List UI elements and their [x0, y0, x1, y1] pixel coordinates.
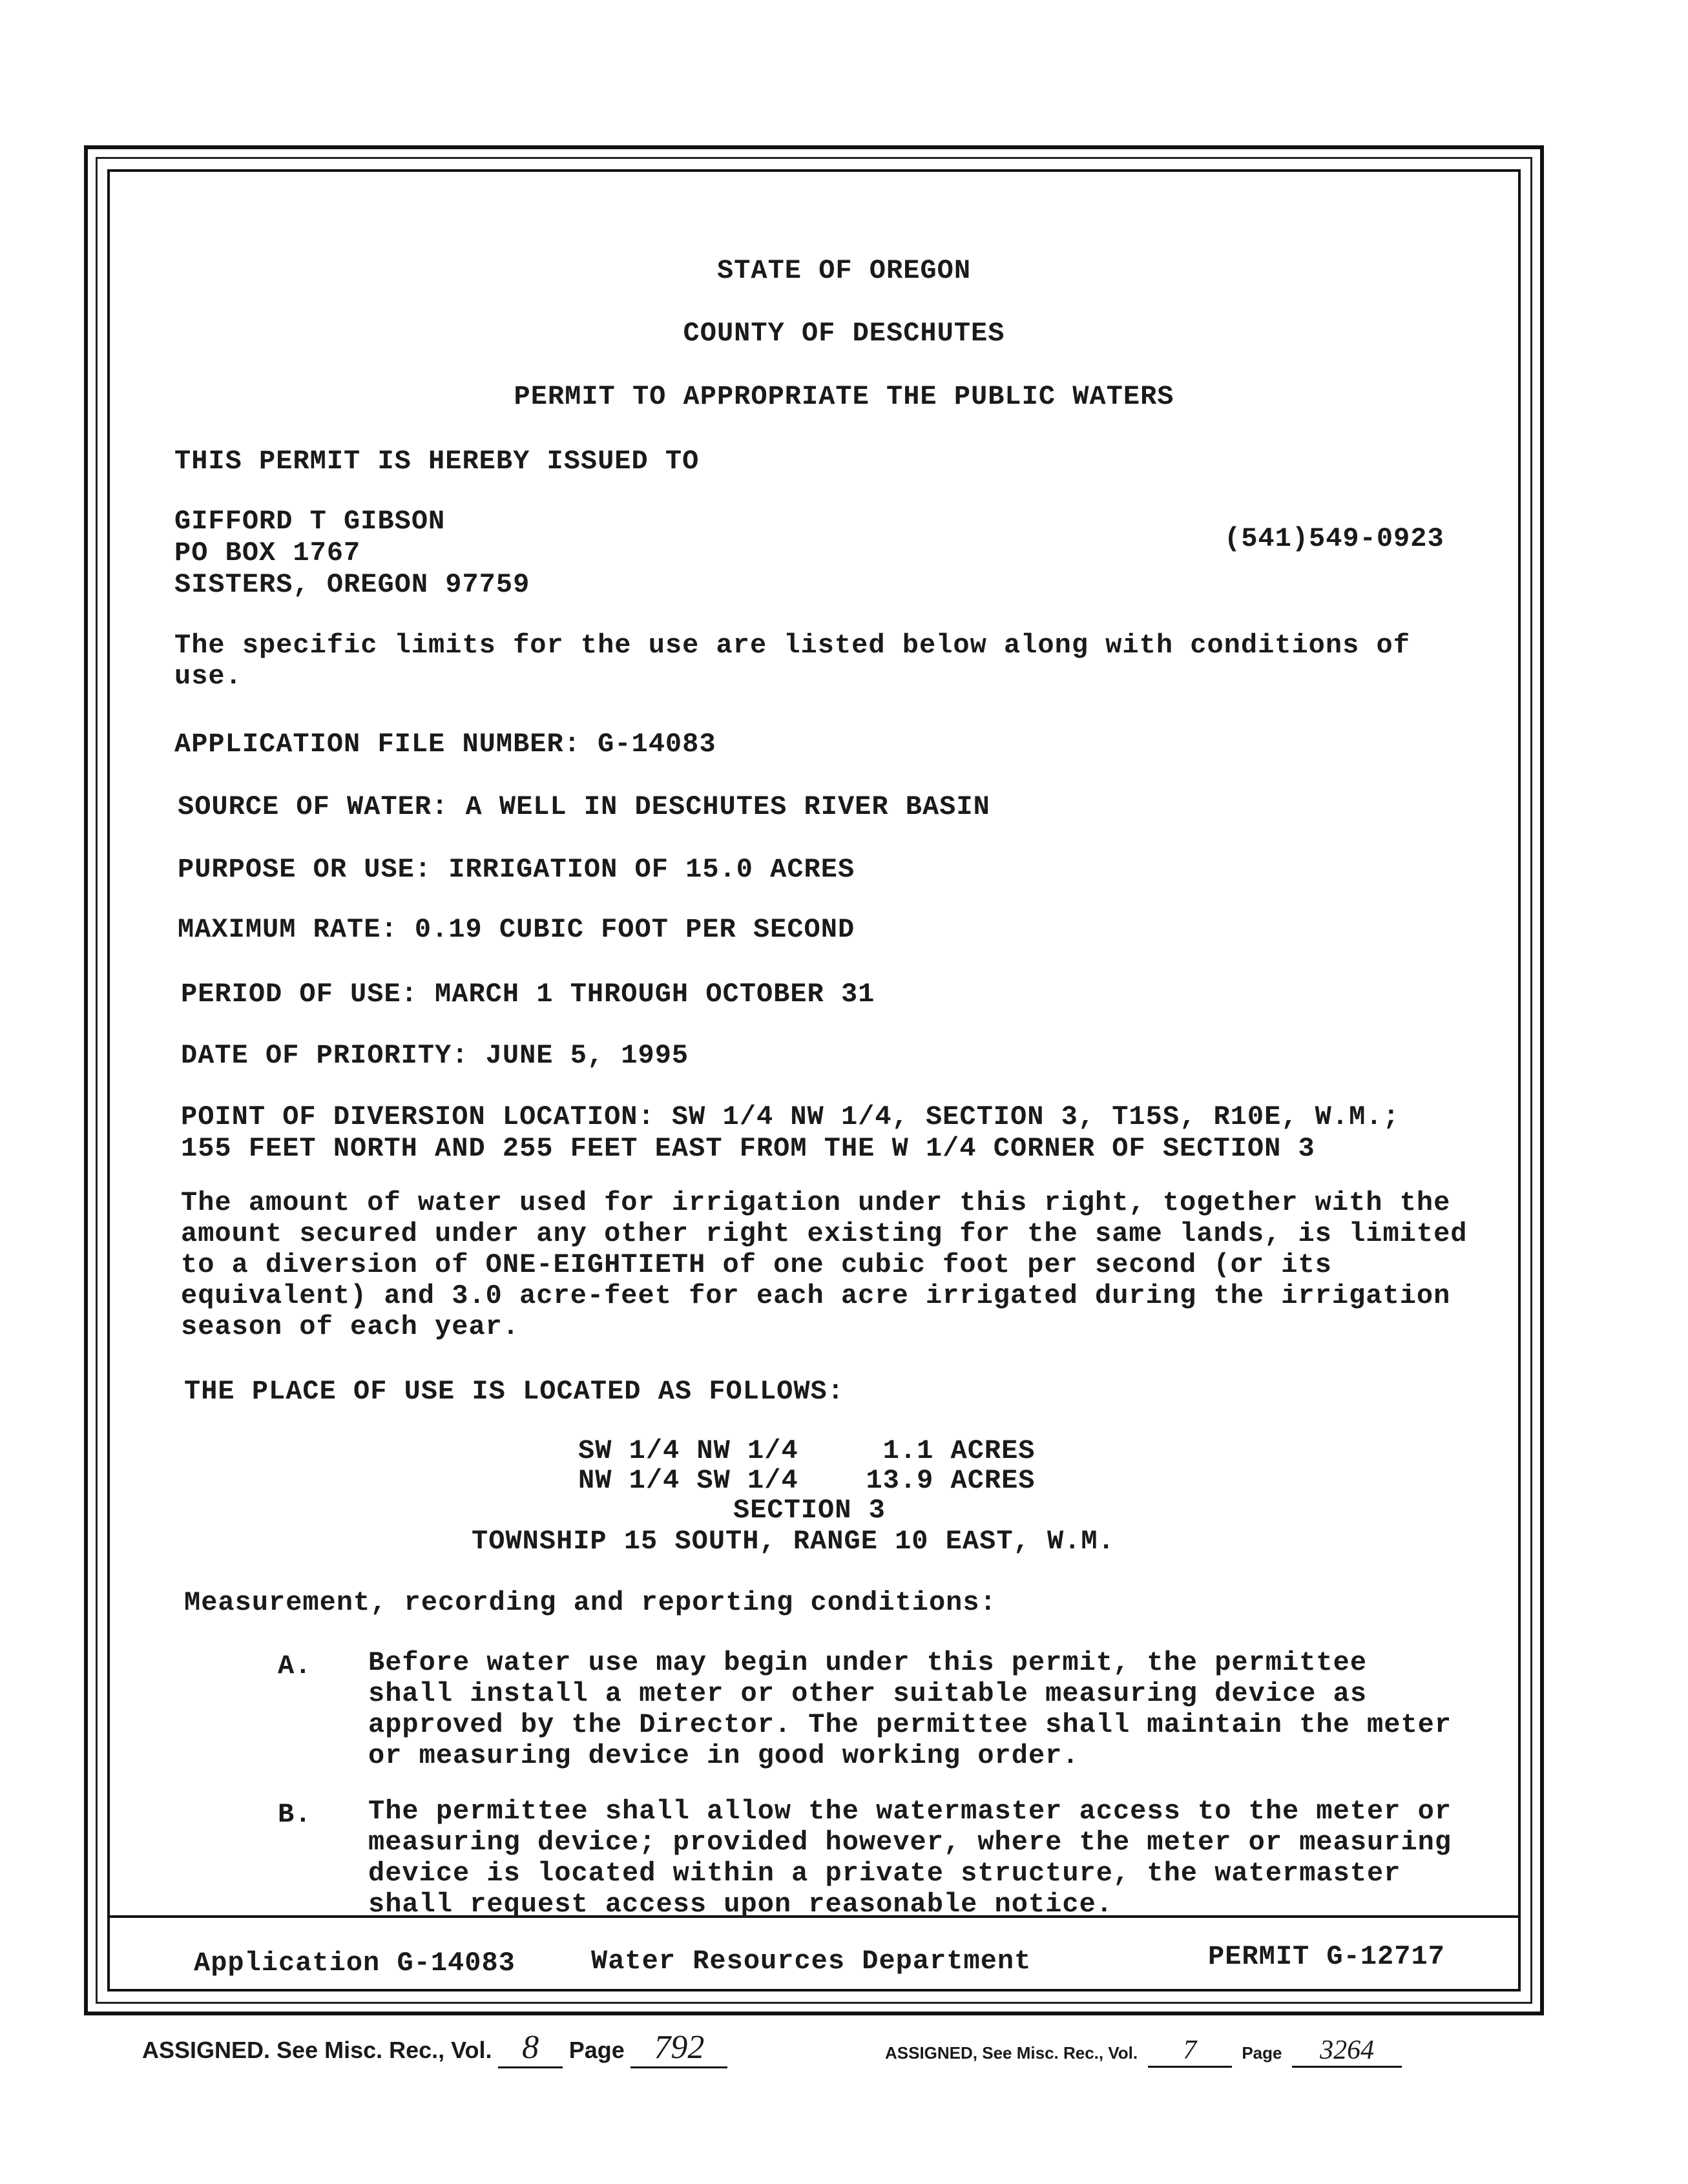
place-of-use-heading: THE PLACE OF USE IS LOCATED AS FOLLOWS:	[184, 1376, 844, 1407]
assigned-stamp-right-vol: 7	[1148, 2035, 1232, 2068]
place-of-use-line-1: SW 1/4 NW 1/4 1.1 ACRES	[578, 1435, 1036, 1466]
state-heading: STATE OF OREGON	[716, 255, 972, 286]
condition-a-label: A.	[278, 1650, 312, 1681]
period-of-use: PERIOD OF USE: MARCH 1 THROUGH OCTOBER 31	[181, 979, 875, 1010]
diversion-location-line-2: 155 FEET NORTH AND 255 FEET EAST FROM THE W 1/4 CORNER OF SECTION 3	[181, 1133, 1315, 1164]
purpose-of-use: PURPOSE OR USE: IRRIGATION OF 15.0 ACRES	[178, 854, 855, 885]
footer-department: Water Resources Department	[591, 1946, 1032, 1977]
place-of-use-line-3: SECTION 3	[733, 1495, 886, 1526]
permit-title: PERMIT TO APPROPRIATE THE PUBLIC WATERS	[514, 381, 1174, 412]
permittee-address-1: PO BOX 1767	[174, 537, 361, 568]
assigned-stamp-left-page-label: Page	[568, 2037, 625, 2063]
assigned-stamp-left	[142, 2028, 727, 2068]
permittee-phone: (541)549-0923	[1224, 523, 1444, 554]
maximum-rate: MAXIMUM RATE: 0.19 CUBIC FOOT PER SECOND	[178, 914, 855, 945]
source-of-water: SOURCE OF WATER: A WELL IN DESCHUTES RIVER BASIN	[178, 791, 990, 822]
place-of-use-line-2: NW 1/4 SW 1/4 13.9 ACRES	[578, 1465, 1036, 1496]
conditions-heading: Measurement, recording and reporting conditions:	[184, 1587, 997, 1618]
assigned-stamp-right-page-label: Page	[1242, 2043, 1282, 2063]
condition-b-label: B.	[278, 1799, 312, 1830]
assigned-stamp-right-page: 3264	[1292, 2035, 1402, 2068]
assigned-stamp-right-label: ASSIGNED, See Misc. Rec., Vol.	[885, 2043, 1138, 2063]
diversion-location-line-1: POINT OF DIVERSION LOCATION: SW 1/4 NW 1/4, SECTION 3, T15S, R10E, W.M.;	[181, 1101, 1400, 1132]
assigned-stamp-left-page: 792	[630, 2028, 727, 2068]
assigned-stamp-left-vol: 8	[498, 2028, 563, 2068]
assigned-stamp-left-label: ASSIGNED. See Misc. Rec., Vol.	[142, 2037, 492, 2063]
county-heading: COUNTY OF DESCHUTES	[683, 318, 1005, 349]
permittee-address-2: SISTERS, OREGON 97759	[174, 569, 530, 600]
permittee-name: GIFFORD T GIBSON	[174, 506, 446, 537]
assigned-stamp-right	[885, 2035, 1402, 2068]
amount-text: The amount of water used for irrigation under this right, together with the amount secured under any other right existing for the same lands, is limited to a diversion of ONE-EIGHTIETH of one cubic foot per second (or its equivalent) and 3.0 acre-feet for each acre irrigated during the irrigation season of each year.	[181, 1187, 1468, 1342]
place-of-use-line-4: TOWNSHIP 15 SOUTH, RANGE 10 EAST, W.M.	[472, 1526, 1115, 1557]
intro-text: The specific limits for the use are listed below along with conditions of use.	[174, 630, 1410, 692]
condition-a-text: Before water use may begin under this permit, the permittee shall install a meter or other suitable measuring device as approved by the Director. The permittee shall maintain the meter or measuring device in good working order.	[368, 1647, 1452, 1771]
date-of-priority: DATE OF PRIORITY: JUNE 5, 1995	[181, 1040, 689, 1071]
application-file-number: APPLICATION FILE NUMBER: G-14083	[174, 729, 716, 760]
footer-permit: PERMIT G-12717	[1208, 1941, 1445, 1972]
issued-to-label: THIS PERMIT IS HEREBY ISSUED TO	[174, 446, 700, 477]
condition-b-text: The permittee shall allow the watermaster access to the meter or measuring device; provided however, where the meter or measuring device is located within a private structure, the watermaster shall request access upon reasonable notice.	[368, 1796, 1452, 1920]
footer-application: Application G-14083	[194, 1948, 516, 1979]
